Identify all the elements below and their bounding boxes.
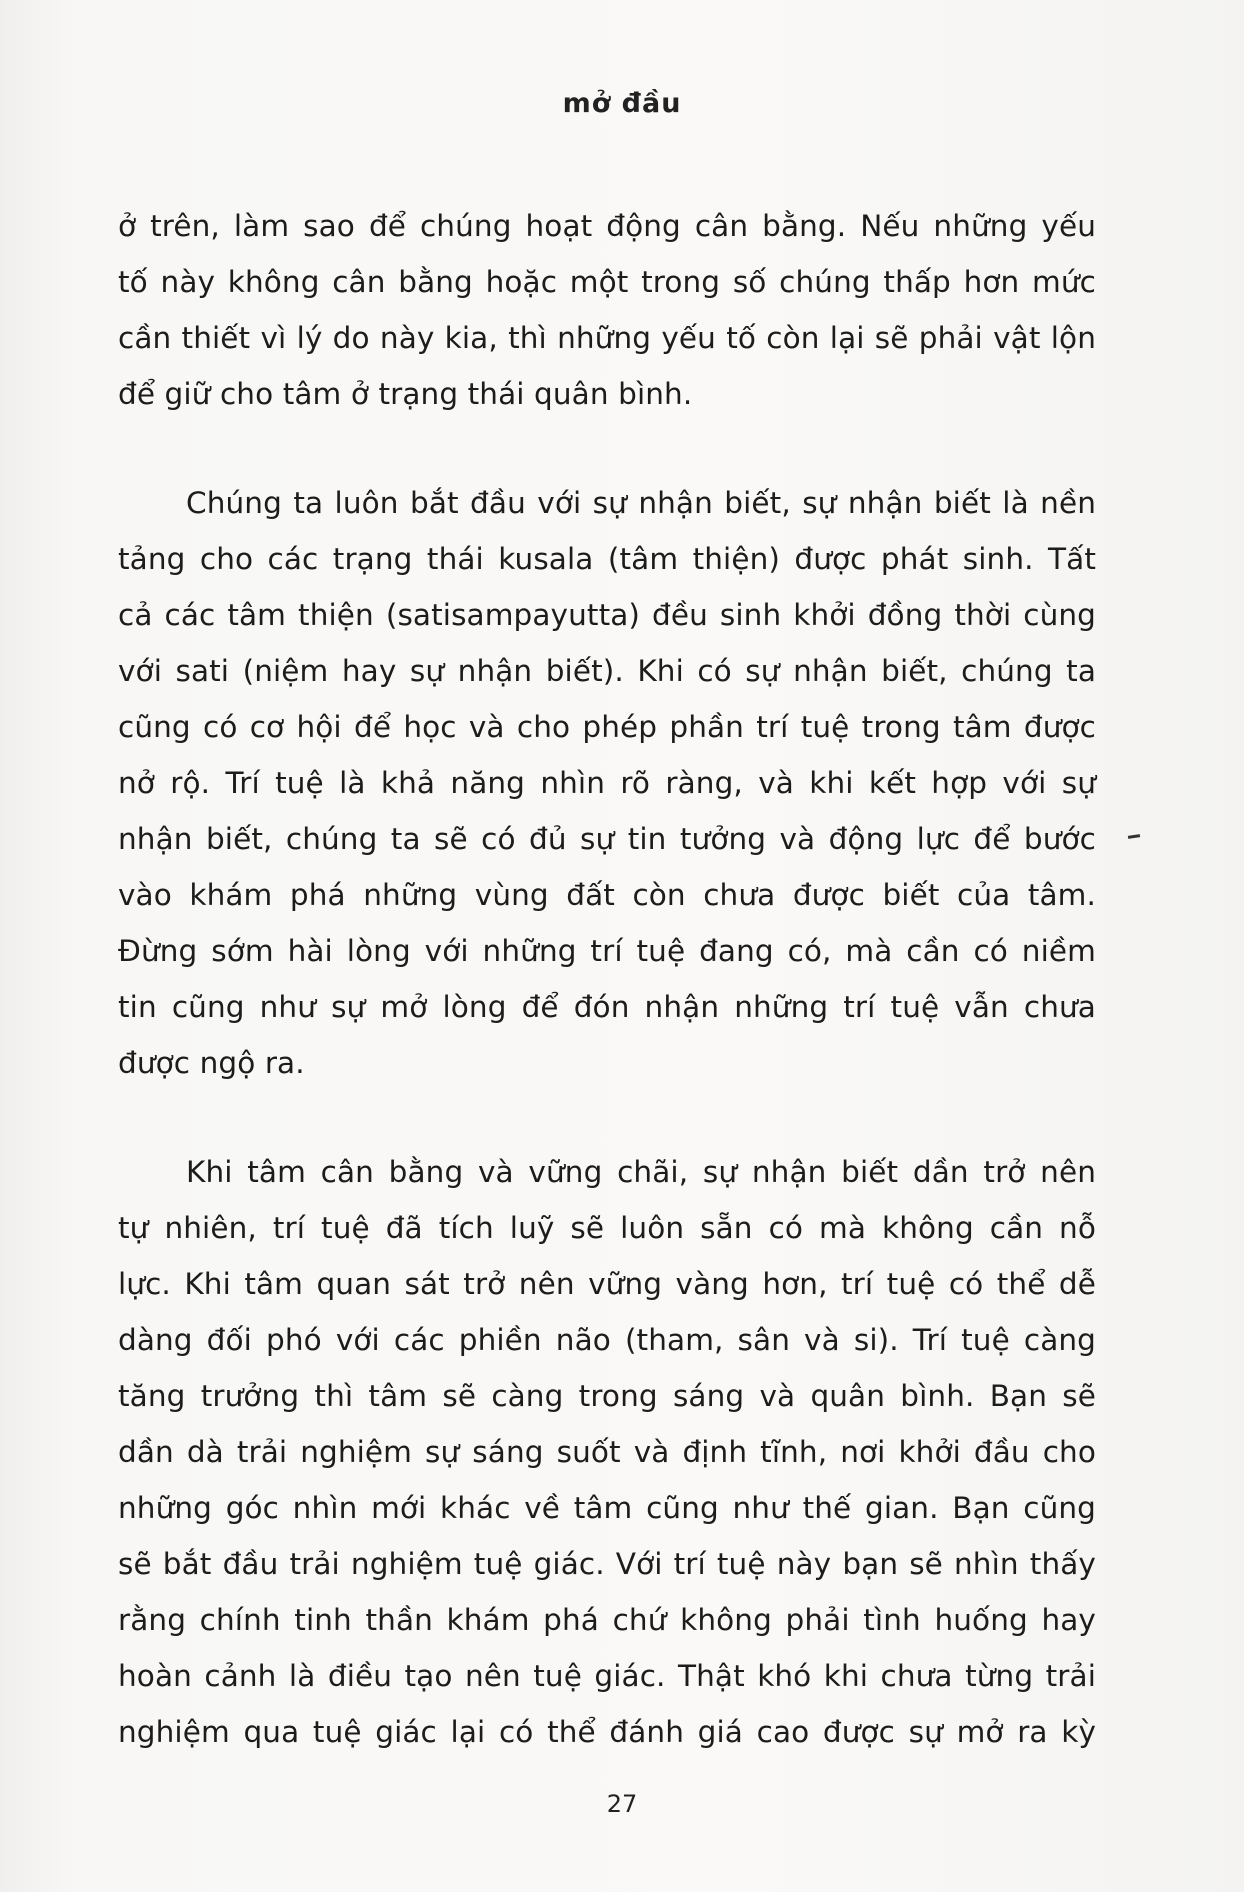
running-header: mở đầu [562, 88, 682, 119]
text-line: những góc nhìn mới khác về tâm cũng như thế gian. Bạn cũng [118, 1491, 1096, 1525]
text-line: dàng đối phó với các phiền não (tham, sân và si). Trí tuệ càng [118, 1323, 1096, 1357]
paragraph-2 [118, 475, 1096, 1091]
text-line: sẽ bắt đầu trải nghiệm tuệ giác. Với trí tuệ này bạn sẽ nhìn thấy [118, 1547, 1096, 1581]
ink-mark [1128, 834, 1140, 839]
text-line: tảng cho các trạng thái kusala (tâm thiện) được phát sinh. Tất [118, 542, 1096, 576]
body-text [118, 198, 1096, 1760]
text-line: cả các tâm thiện (satisampayutta) đều sinh khởi đồng thời cùng [118, 598, 1096, 632]
text-line: tăng trưởng thì tâm sẽ càng trong sáng và quân bình. Bạn sẽ [118, 1379, 1096, 1413]
text-line: nghiệm qua tuệ giác lại có thể đánh giá cao được sự mở ra kỳ [118, 1715, 1096, 1749]
text-line: hoàn cảnh là điều tạo nên tuệ giác. Thật khó khi chưa từng trải [118, 1659, 1096, 1693]
text-line: được ngộ ra. [118, 1046, 305, 1080]
text-line: nhận biết, chúng ta sẽ có đủ sự tin tưởng và động lực để bước [118, 822, 1096, 856]
text-line: tự nhiên, trí tuệ đã tích luỹ sẽ luôn sẵn có mà không cần nỗ [118, 1211, 1096, 1245]
text-line: tin cũng như sự mở lòng để đón nhận những trí tuệ vẫn chưa [118, 990, 1096, 1024]
text-line: ở trên, làm sao để chúng hoạt động cân bằng. Nếu những yếu [118, 209, 1096, 243]
text-line: Khi tâm cân bằng và vững chãi, sự nhận biết dần trở nên [186, 1155, 1096, 1189]
paragraph-3 [118, 1144, 1096, 1760]
text-line: với sati (niệm hay sự nhận biết). Khi có sự nhận biết, chúng ta [118, 654, 1096, 688]
text-line: tố này không cân bằng hoặc một trong số chúng thấp hơn mức [118, 265, 1096, 299]
paragraph-spacer [118, 1091, 1096, 1144]
text-line: nở rộ. Trí tuệ là khả năng nhìn rõ ràng, và khi kết hợp với sự [118, 766, 1096, 800]
text-line: vào khám phá những vùng đất còn chưa được biết của tâm. [118, 878, 1096, 912]
text-line: lực. Khi tâm quan sát trở nên vững vàng hơn, trí tuệ có thể dễ [118, 1267, 1096, 1301]
text-line: cần thiết vì lý do này kia, thì những yếu tố còn lại sẽ phải vật lộn [118, 321, 1096, 355]
paragraph-1 [118, 198, 1096, 422]
text-line: dần dà trải nghiệm sự sáng suốt và định tĩnh, nơi khởi đầu cho [118, 1435, 1096, 1469]
text-line: để giữ cho tâm ở trạng thái quân bình. [118, 377, 693, 411]
text-line: Chúng ta luôn bắt đầu với sự nhận biết, sự nhận biết là nền [186, 486, 1096, 520]
text-line: cũng có cơ hội để học và cho phép phần trí tuệ trong tâm được [118, 710, 1096, 744]
text-line: rằng chính tinh thần khám phá chứ không phải tình huống hay [118, 1603, 1096, 1637]
paragraph-spacer [118, 422, 1096, 475]
page-number: 27 [606, 1790, 638, 1818]
text-line: Đừng sớm hài lòng với những trí tuệ đang có, mà cần có niềm [118, 934, 1096, 968]
